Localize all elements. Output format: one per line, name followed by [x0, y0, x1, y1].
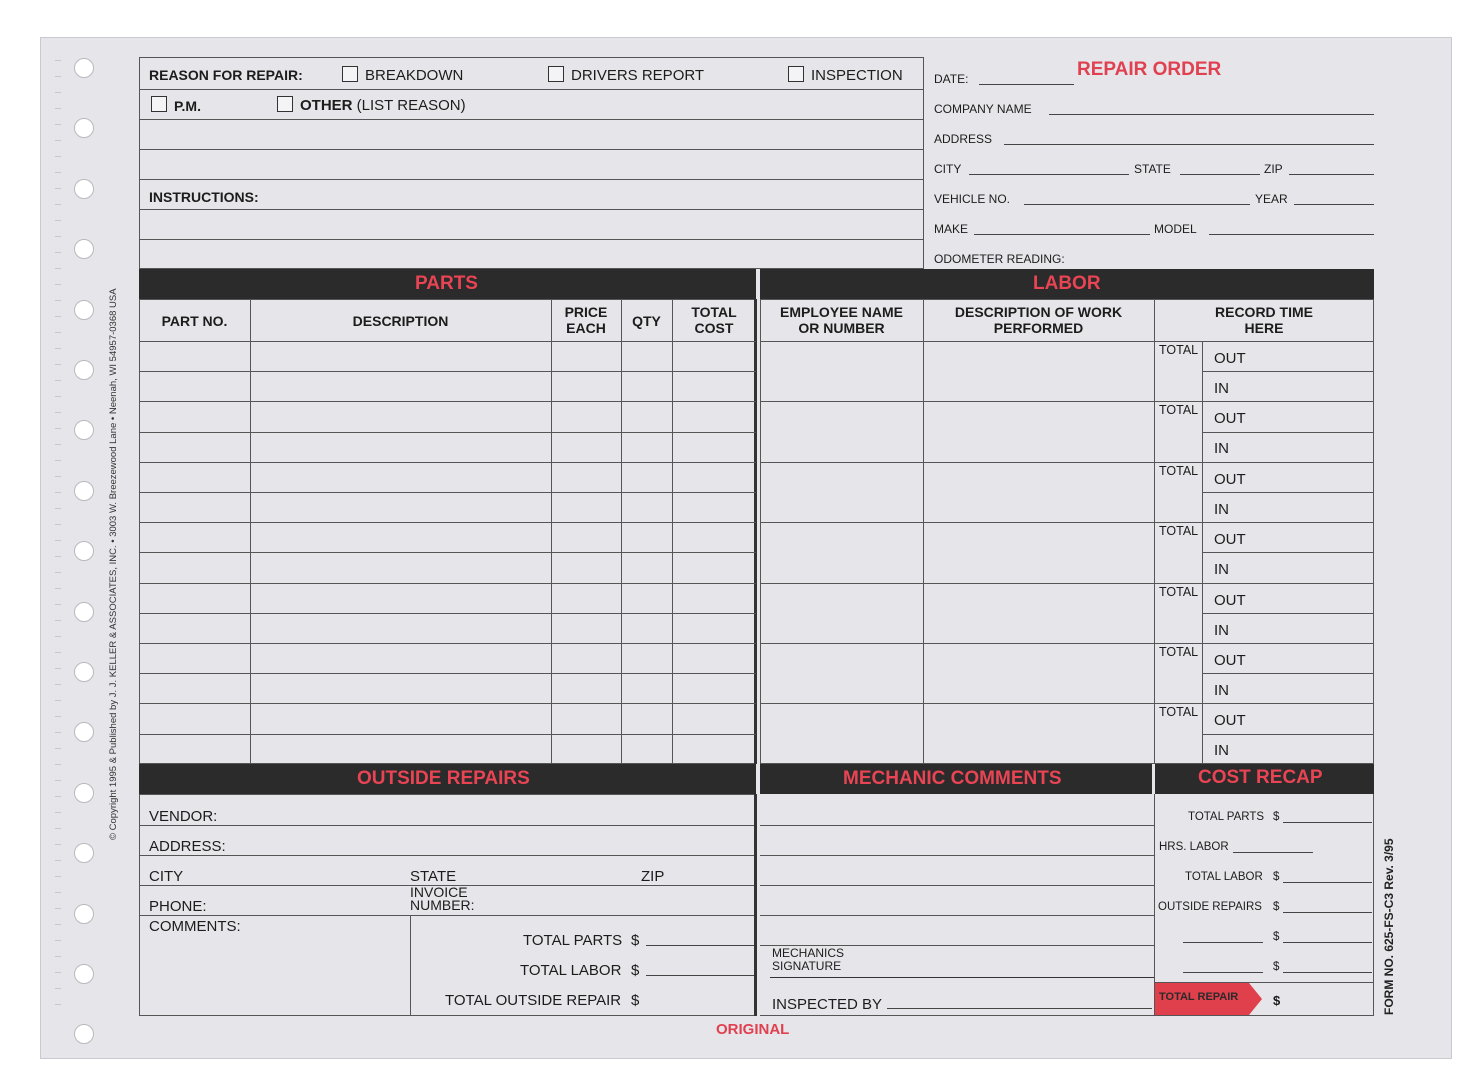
total-outside-repair-currency: $ [631, 992, 640, 1009]
labor-title: LABOR [1033, 273, 1101, 294]
recap-other-2-label-field[interactable] [1183, 972, 1263, 973]
invoice-number-label: INVOICE NUMBER: [410, 884, 475, 913]
perforation-mark [55, 556, 61, 557]
perforation-mark [55, 332, 61, 333]
vehicle-no-field[interactable] [1024, 204, 1250, 205]
time-row-line [1202, 432, 1374, 433]
binding-hole [74, 964, 94, 984]
outside-total-parts-field[interactable] [646, 945, 754, 946]
recap-other-1-field[interactable] [1283, 942, 1372, 943]
total-outside-repair-label: TOTAL OUTSIDE REPAIR [445, 992, 622, 1009]
mechanic-comments-title: MECHANIC COMMENTS [843, 768, 1062, 789]
time-total-label: TOTAL [1159, 524, 1199, 539]
recap-hrs-labor-field[interactable] [1233, 852, 1313, 853]
perforation-mark [55, 92, 61, 93]
recap-other-2-currency: $ [1273, 961, 1280, 973]
inspection-label: INSPECTION [811, 67, 903, 84]
copy-label: ORIGINAL [716, 1021, 790, 1038]
col-total-cost: TOTAL COST [691, 304, 737, 336]
parts-row-line [139, 341, 756, 342]
breakdown-label: BREAKDOWN [365, 67, 464, 84]
parts-row-line [139, 673, 756, 674]
outside-total-parts-label: TOTAL PARTS [523, 932, 623, 949]
parts-row-line [139, 613, 756, 614]
mechanics-signature-label: MECHANICS SIGNATURE [772, 946, 845, 973]
cost-recap-title: COST RECAP [1198, 767, 1323, 788]
pm-label: P.M. [174, 98, 201, 114]
time-out-label: OUT [1214, 410, 1246, 428]
inspected-by-label: INSPECTED BY [772, 996, 883, 1013]
time-row-line [1202, 492, 1374, 493]
perforation-mark [55, 844, 61, 845]
outside-total-parts-currency: $ [631, 932, 640, 949]
perforation-mark [55, 460, 61, 461]
odometer-label: ODOMETER READING: [934, 252, 1065, 266]
perforation-mark [55, 188, 61, 189]
time-out-label: OUT [1214, 350, 1246, 367]
time-in-label: IN [1214, 380, 1229, 397]
perforation-mark [55, 924, 61, 925]
labor-row-line [760, 703, 1374, 704]
perforation-mark [55, 140, 61, 141]
perforation-mark [55, 492, 61, 493]
parts-row-line [139, 401, 756, 402]
model-field[interactable] [1209, 234, 1374, 235]
time-total-label: TOTAL [1159, 463, 1199, 478]
perforation-mark [55, 860, 61, 861]
perforation-mark [55, 956, 61, 957]
labor-row-line [760, 522, 1374, 523]
other-checkbox[interactable] [277, 96, 293, 112]
time-out-label: OUT [1214, 531, 1246, 549]
perforation-mark [55, 972, 61, 973]
pm-checkbox[interactable] [151, 96, 167, 112]
perforation-mark [55, 412, 61, 413]
publisher-line: © Copyright 1995 & Published by J. J. KELLER & ASSOCIATES, INC. • 3003 W. Breezewood Lane • Neenah, WI 54957-0368 USA [108, 288, 119, 840]
outside-total-labor-label: TOTAL LABOR [520, 962, 622, 979]
model-label: MODEL [1154, 222, 1197, 236]
perforation-mark [55, 444, 61, 445]
time-out-label: OUT [1214, 591, 1246, 609]
binding-hole [74, 481, 94, 501]
binding-hole [74, 360, 94, 380]
year-label: YEAR [1255, 192, 1288, 206]
recap-other-1-label-field[interactable] [1183, 942, 1263, 943]
mechanics-signature-line[interactable] [770, 977, 1154, 978]
address-field[interactable] [1004, 144, 1374, 145]
perforation-mark [55, 748, 61, 749]
time-total-label: TOTAL [1159, 645, 1199, 659]
parts-row-line [139, 552, 756, 553]
perforation-mark [55, 764, 61, 765]
perforation-mark [55, 108, 61, 109]
binding-hole [74, 662, 94, 682]
parts-row-line [139, 703, 756, 704]
outside-address-label: ADDRESS: [149, 838, 226, 855]
perforation-mark [55, 876, 61, 877]
perforation-mark [55, 124, 61, 125]
state-label: STATE [1134, 162, 1171, 176]
address-label: ADDRESS [934, 132, 993, 146]
col-qty: QTY [632, 313, 661, 329]
time-row-line [1202, 552, 1374, 553]
total-repair-currency: $ [1273, 993, 1281, 1008]
col-price-each: PRICE EACH [564, 304, 608, 336]
perforation-mark [55, 364, 61, 365]
state-field[interactable] [1180, 174, 1260, 175]
form-title: REPAIR ORDER [1077, 59, 1222, 80]
total-repair-label: TOTAL REPAIR [1159, 991, 1239, 1003]
perforation-mark [55, 428, 61, 429]
perforation-mark [55, 236, 61, 237]
perforation-mark [55, 892, 61, 893]
inspection-checkbox[interactable] [788, 66, 804, 82]
labor-row-line [760, 401, 1374, 402]
outside-repairs-title: OUTSIDE REPAIRS [357, 768, 530, 789]
perforation-mark [55, 316, 61, 317]
time-row-line [1202, 613, 1374, 614]
parts-table [139, 299, 756, 764]
col-employee: EMPLOYEE NAME OR NUMBER [780, 304, 903, 336]
perforation-mark [55, 60, 61, 61]
other-label: OTHER (LIST REASON) [300, 97, 466, 114]
perforation-mark [55, 220, 61, 221]
time-out-label: OUT [1214, 652, 1246, 669]
company-name-field[interactable] [1049, 114, 1374, 115]
perforation-mark [55, 252, 61, 253]
parts-row-line [139, 583, 756, 584]
outside-city-label: CITY [149, 868, 184, 885]
recap-other-1-currency: $ [1273, 931, 1280, 943]
perforation-mark [55, 908, 61, 909]
perforation-mark [55, 604, 61, 605]
city-label: CITY [934, 162, 962, 176]
parts-row-line [139, 432, 756, 433]
perforation-mark [55, 796, 61, 797]
zip-field[interactable] [1289, 174, 1374, 175]
company-name-label: COMPANY NAME [934, 102, 1032, 116]
binding-hole [74, 904, 94, 924]
perforation-mark [55, 780, 61, 781]
perforation-mark [55, 700, 61, 701]
perforation-mark [55, 524, 61, 525]
recap-outside-repairs-label: OUTSIDE REPAIRS [1158, 901, 1262, 913]
city-field[interactable] [969, 174, 1129, 175]
binding-hole [74, 58, 94, 78]
binding-hole [74, 179, 94, 199]
perforation-mark [55, 988, 61, 989]
instructions-label: INSTRUCTIONS: [149, 189, 259, 205]
perforation-mark [55, 540, 61, 541]
time-row-line [1202, 734, 1374, 735]
perforation-mark [55, 732, 61, 733]
recap-outside-repairs-currency: $ [1273, 901, 1280, 913]
col-work-description: DESCRIPTION OF WORK PERFORMED [954, 304, 1123, 336]
outside-zip-label: ZIP [641, 868, 665, 885]
make-label: MAKE [934, 222, 969, 236]
reason-heading: REASON FOR REPAIR: [149, 67, 303, 83]
comments-label: COMMENTS: [149, 918, 241, 935]
perforation-mark [55, 156, 61, 157]
col-description: DESCRIPTION [352, 313, 449, 329]
drivers-report-label: DRIVERS REPORT [571, 67, 705, 84]
perforation-mark [55, 300, 61, 301]
date-label: DATE: [934, 72, 969, 86]
time-in-label: IN [1214, 682, 1229, 699]
time-total-label: TOTAL [1159, 343, 1199, 357]
form-number: FORM NO. 625-FS-C3 Rev. 3/95 [1382, 838, 1396, 1015]
perforation-mark [55, 396, 61, 397]
perforation-mark [55, 476, 61, 477]
time-in-label: IN [1214, 742, 1229, 760]
binding-hole [74, 602, 94, 622]
vehicle-no-label: VEHICLE NO. [934, 192, 1011, 206]
labor-row-line [760, 462, 1374, 463]
parts-row-line [139, 522, 756, 523]
recap-total-parts-currency: $ [1273, 811, 1280, 823]
date-field[interactable] [979, 84, 1074, 85]
parts-title: PARTS [415, 273, 478, 294]
perforation-mark [55, 348, 61, 349]
parts-row-line [139, 643, 756, 644]
time-out-label: OUT [1214, 712, 1246, 730]
binding-hole [74, 300, 94, 320]
recap-total-labor-label: TOTAL LABOR [1185, 871, 1263, 883]
drivers-report-checkbox[interactable] [548, 66, 564, 82]
perforation-mark [55, 588, 61, 589]
make-field[interactable] [974, 234, 1150, 235]
recap-other-2-field[interactable] [1283, 972, 1372, 973]
time-in-label: IN [1214, 561, 1229, 579]
perforation-mark [55, 572, 61, 573]
parts-row-line [139, 462, 756, 463]
perforation-mark [55, 1004, 61, 1005]
col-record-time: RECORD TIME HERE [1215, 304, 1313, 336]
time-row-line [1202, 673, 1374, 674]
recap-outside-repairs-field[interactable] [1283, 912, 1372, 913]
outside-total-labor-field[interactable] [646, 975, 754, 976]
time-total-label: TOTAL [1159, 705, 1199, 720]
time-total-label: TOTAL [1159, 584, 1199, 599]
binding-hole [74, 783, 94, 803]
time-total-label: TOTAL [1159, 403, 1199, 418]
labor-row-line [760, 583, 1374, 584]
perforation-mark [55, 76, 61, 77]
year-field[interactable] [1294, 204, 1374, 205]
time-in-label: IN [1214, 440, 1229, 458]
perforation-mark [55, 828, 61, 829]
perforation-mark [55, 684, 61, 685]
vendor-label: VENDOR: [149, 808, 218, 825]
time-out-label: OUT [1214, 470, 1246, 488]
perforation-mark [55, 652, 61, 653]
inspected-by-field[interactable] [887, 1008, 1152, 1009]
recap-total-labor-field[interactable] [1283, 882, 1372, 883]
perforation-mark [55, 668, 61, 669]
perforation-mark [55, 380, 61, 381]
perforation-mark [55, 636, 61, 637]
outside-state-label: STATE [410, 868, 457, 885]
zip-label: ZIP [1264, 162, 1283, 176]
perforation-mark [55, 940, 61, 941]
perforation-mark [55, 508, 61, 509]
recap-total-parts-label: TOTAL PARTS [1188, 811, 1265, 823]
perforation-mark [55, 284, 61, 285]
parts-row-line [139, 371, 756, 372]
parts-row-line [139, 492, 756, 493]
perforation-mark [55, 812, 61, 813]
outside-total-labor-currency: $ [631, 962, 640, 979]
labor-row-line [760, 643, 1374, 644]
time-in-label: IN [1214, 621, 1229, 639]
perforation-mark [55, 172, 61, 173]
breakdown-checkbox[interactable] [342, 66, 358, 82]
parts-row-line [139, 734, 756, 735]
perforation-mark [55, 204, 61, 205]
labor-table [760, 299, 1374, 764]
recap-total-parts-field[interactable] [1283, 822, 1372, 823]
phone-label: PHONE: [149, 898, 207, 915]
recap-hrs-labor-label: HRS. LABOR [1159, 841, 1229, 853]
perforation-mark [55, 620, 61, 621]
perforation-mark [55, 716, 61, 717]
time-in-label: IN [1214, 500, 1229, 518]
time-row-line [1202, 371, 1374, 372]
col-part-no: PART NO. [161, 313, 228, 329]
perforation-mark [55, 268, 61, 269]
recap-total-labor-currency: $ [1273, 871, 1280, 883]
